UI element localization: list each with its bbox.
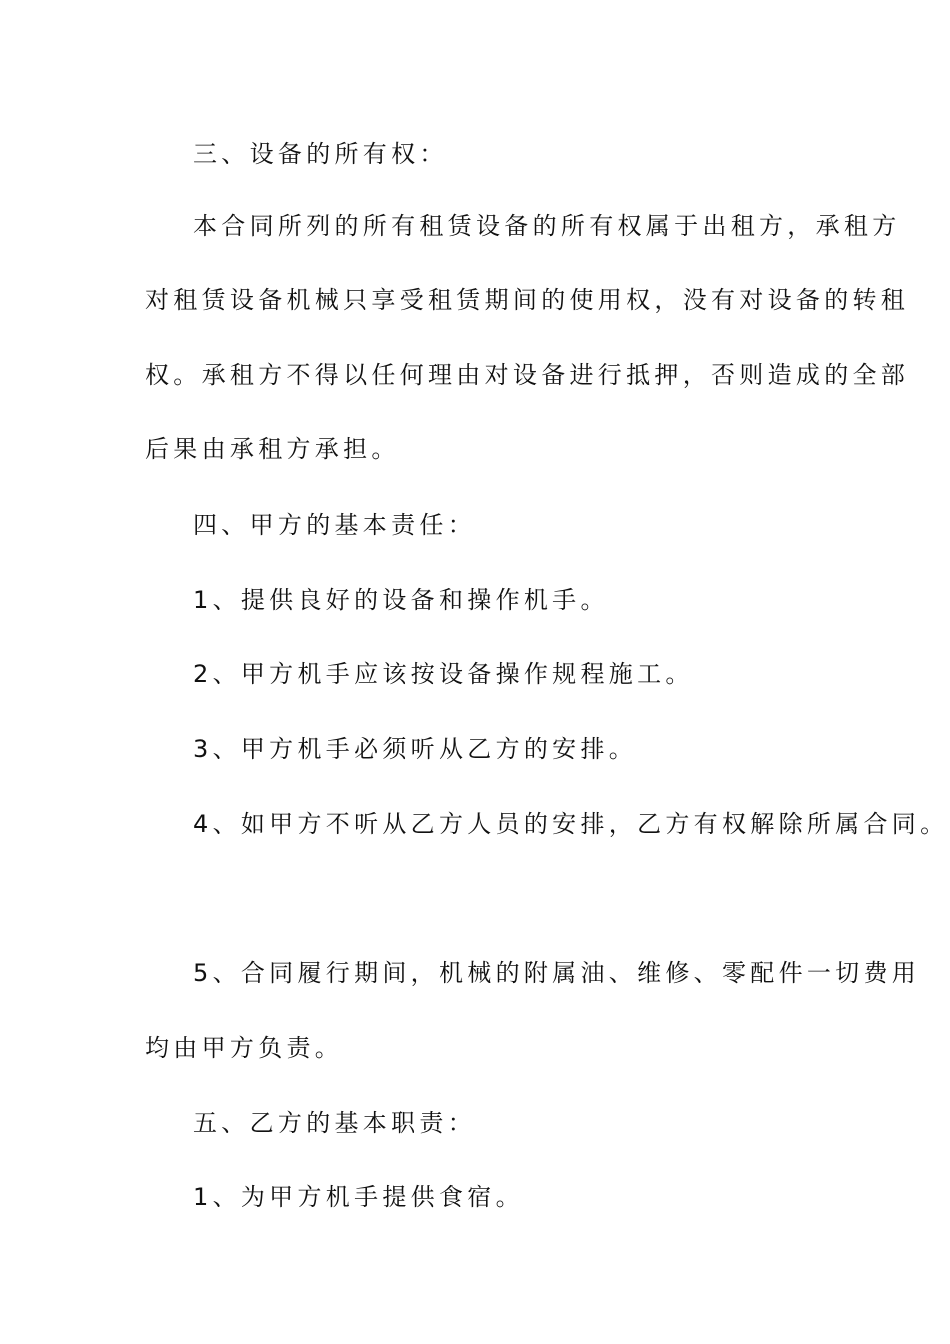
- section-heading-party-a: 四、甲方的基本责任：: [193, 511, 476, 539]
- paragraph-ownership-line-4: 后果由承租方承担。: [145, 435, 400, 463]
- paragraph-ownership-line-3: 权。承租方不得以任何理由对设备进行抵押，否则造成的全部: [145, 361, 910, 389]
- list-item-party-a-5-line-2: 均由甲方负责。: [145, 1034, 344, 1062]
- list-item-party-b-1: 1、为甲方机手提供食宿。: [193, 1183, 524, 1211]
- list-item-party-a-3: 3、甲方机手必须听从乙方的安排。: [193, 735, 638, 763]
- paragraph-ownership-line-1: 本合同所列的所有租赁设备的所有权属于出租方，承租方: [193, 212, 901, 240]
- section-heading-ownership: 三、设备的所有权：: [193, 140, 448, 168]
- section-heading-party-b: 五、乙方的基本职责：: [193, 1109, 476, 1137]
- list-item-party-a-5-line-1: 5、合同履行期间，机械的附属油、维修、零配件一切费用: [193, 959, 921, 987]
- list-item-party-a-4: 4、如甲方不听从乙方人员的安排，乙方有权解除所属合同。: [193, 810, 949, 838]
- paragraph-ownership-line-2: 对租赁设备机械只享受租赁期间的使用权，没有对设备的转租: [145, 286, 910, 314]
- list-item-party-a-2: 2、甲方机手应该按设备操作规程施工。: [193, 660, 694, 688]
- list-item-party-a-1: 1、提供良好的设备和操作机手。: [193, 586, 609, 614]
